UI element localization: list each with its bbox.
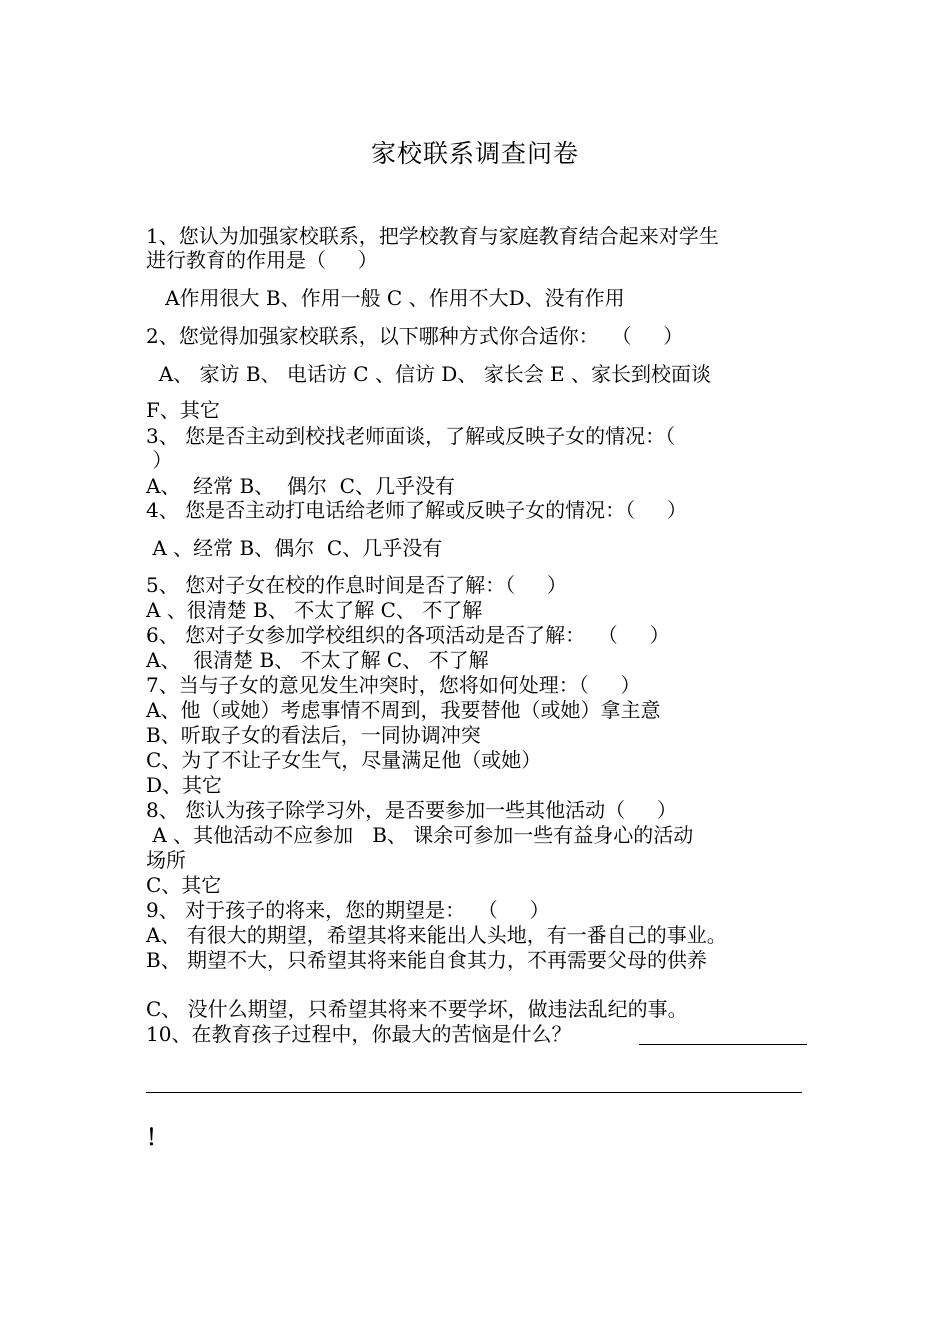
q7-question: 7、当与子女的意见发生冲突时，您将如何处理：（ ） xyxy=(146,673,641,697)
q4-question: 4、 您是否主动打电话给老师了解或反映子女的情况：（ ） xyxy=(146,498,687,522)
q3-line2: ） xyxy=(146,448,173,472)
q8-options: A 、其他活动不应参加 B、 课余可参加一些有益身心的活动 xyxy=(146,823,694,847)
q1-line2: 进行教育的作用是（ ） xyxy=(146,248,378,272)
q9-option-a: A、 有很大的期望，希望其将来能出人头地，有一番自己的事业。 xyxy=(146,923,727,947)
q7-option-d: D、其它 xyxy=(146,773,223,797)
q1-options: A作用很大 B、作用一般 C 、作用不大D、没有作用 xyxy=(146,286,625,310)
q2-option-f: F、其它 xyxy=(146,398,220,422)
q10-question: 10、在教育孩子过程中，你最大的苦恼是什么？ xyxy=(146,1022,572,1046)
document-title: 家校联系调查问卷 xyxy=(370,139,579,168)
q7-option-c: C、为了不让子女生气，尽量满足他（或她） xyxy=(146,748,542,772)
q8-question: 8、 您认为孩子除学习外，是否要参加一些其他活动（ ） xyxy=(146,798,677,822)
q4-options: A 、经常 B、偶尔 C、几乎没有 xyxy=(146,536,443,560)
q7-option-a: A、他（或她）考虑事情不周到，我要替他（或她）拿主意 xyxy=(146,698,661,722)
q3-line1: 3、 您是否主动到校找老师面谈，了解或反映子女的情况：（ xyxy=(146,424,676,448)
q3-options: A、 经常 B、 偶尔 C、几乎没有 xyxy=(146,474,455,498)
q6-question: 6、 您对子女参加学校组织的各项活动是否了解： （ ） xyxy=(146,623,670,647)
q6-options: A、 很清楚 B、 不太了解 C、 不了解 xyxy=(146,648,489,672)
answer-blank-line xyxy=(639,1044,807,1045)
q1-line1: 1、您认为加强家校联系，把学校教育与家庭教育结合起来对学生 xyxy=(146,224,719,248)
q8-option-c: C、其它 xyxy=(146,873,222,897)
q5-question: 5、 您对子女在校的作息时间是否了解：（ ） xyxy=(146,573,567,597)
exclamation-mark: ！ xyxy=(146,1126,169,1151)
q9-option-b: B、 期望不大，只希望其将来能自食其力，不再需要父母的供养 xyxy=(146,948,708,972)
q5-options: A 、很清楚 B、 不太了解 C、 不了解 xyxy=(146,598,483,622)
q9-option-c: C、 没什么期望，只希望其将来不要学坏，做违法乱纪的事。 xyxy=(146,997,688,1021)
q8-options-cont: 场所 xyxy=(146,848,186,872)
answer-full-line xyxy=(146,1092,802,1093)
q9-question: 9、 对于孩子的将来，您的期望是： （ ） xyxy=(146,898,550,922)
q7-option-b: B、听取子女的看法后，一同协调冲突 xyxy=(146,723,481,747)
q2-options: A、 家访 B、 电话访 C 、信访 D、 家长会 E 、家长到校面谈 xyxy=(146,362,712,386)
q2-question: 2、您觉得加强家校联系，以下哪种方式你合适你： （ ） xyxy=(146,324,684,348)
